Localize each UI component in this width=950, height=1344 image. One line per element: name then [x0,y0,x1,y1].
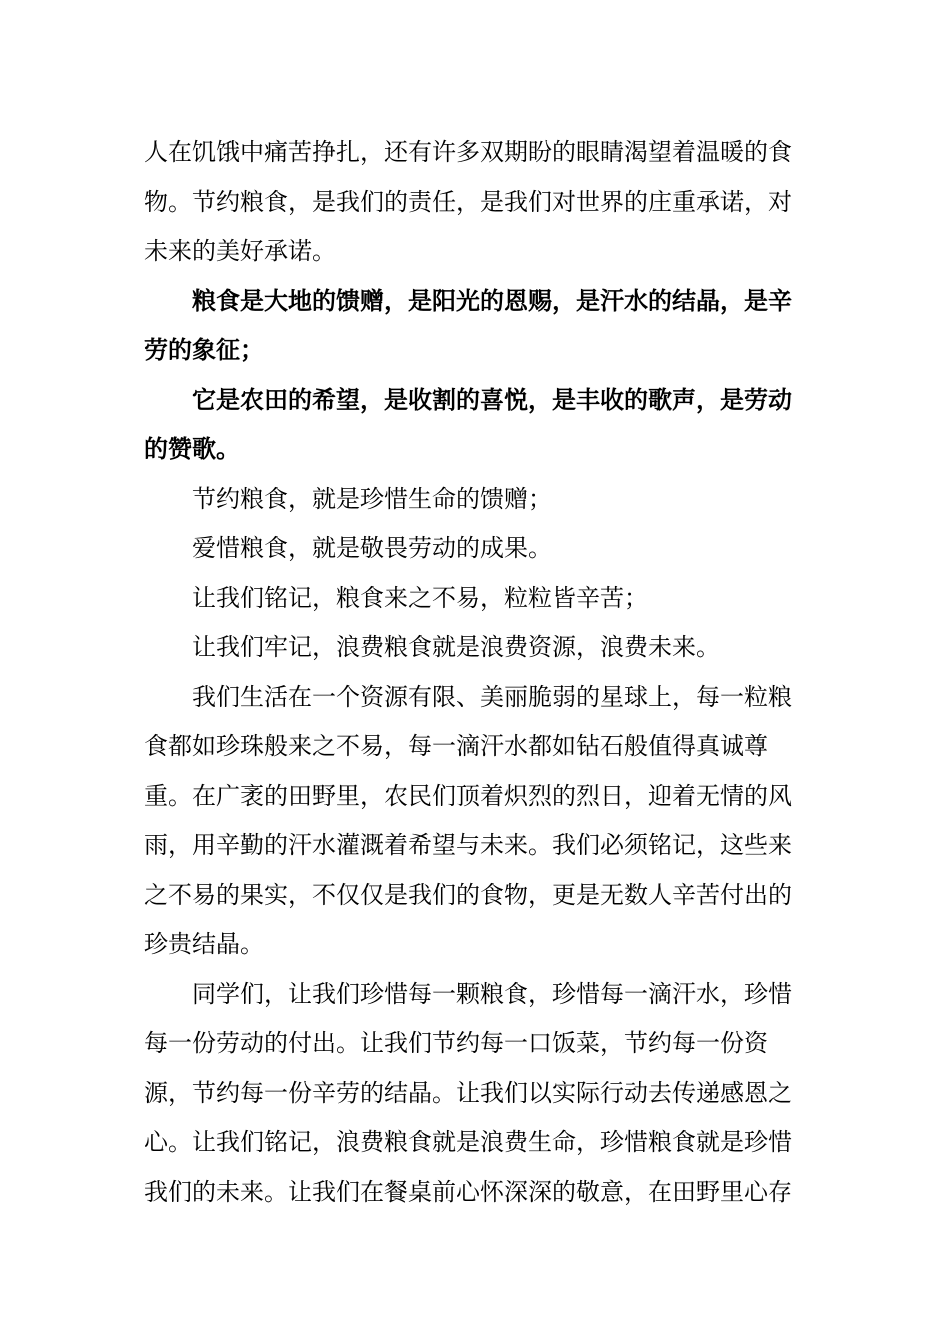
text-line: 食都如珍珠般来之不易，每一滴汗水都如钻石般值得真诚尊 [144,732,768,760]
text-line: 同学们，让我们珍惜每一颗粮食，珍惜每一滴汗水，珍惜 [192,979,792,1008]
text-line: 物。节约粮食，是我们的责任，是我们对世界的庄重承诺，对 [144,187,792,216]
text-line: 重。在广袤的田野里，农民们顶着炽烈的烈日，迎着无情的风 [144,781,792,810]
text-line: 节约粮食，就是珍惜生命的馈赠； [192,484,552,513]
text-line: 爱惜粮食，就是敬畏劳动的成果。 [192,534,552,562]
text-line: 源，节约每一份辛劳的结晶。让我们以实际行动去传递感恩之 [144,1078,792,1107]
text-line: 让我们铭记，粮食来之不易，粒粒皆辛苦； [192,583,648,612]
text-line: 我们的未来。让我们在餐桌前心怀深深的敬意，在田野里心存 [144,1177,792,1206]
text-line: 每一份劳动的付出。让我们节约每一口饭菜，节约每一份资 [144,1029,768,1057]
bold-text-line: 的赞歌。 [144,435,240,463]
text-line: 雨，用辛勤的汗水灌溉着希望与未来。我们必须铭记，这些来 [144,831,792,859]
text-line: 之不易的果实，不仅仅是我们的食物，更是无数人辛苦付出的 [144,880,792,909]
text-line: 让我们牢记，浪费粮食就是浪费资源，浪费未来。 [192,633,720,661]
bold-text-line: 它是农田的希望，是收割的喜悦，是丰收的歌声，是劳动 [192,385,792,414]
bold-text-line: 粮食是大地的馈赠，是阳光的恩赐，是汗水的结晶，是辛 [192,286,792,315]
text-line: 珍贵结晶。 [144,930,264,958]
text-line: 我们生活在一个资源有限、美丽脆弱的星球上，每一粒粮 [192,682,792,711]
text-line: 心。让我们铭记，浪费粮食就是浪费生命，珍惜粮食就是珍惜 [144,1128,792,1156]
text-line: 人在饥饿中痛苦挣扎，还有许多双期盼的眼睛渴望着温暖的食 [144,138,792,166]
bold-text-line: 劳的象征； [144,336,264,364]
text-line: 未来的美好承诺。 [144,237,336,265]
document-body [144,128,808,1217]
